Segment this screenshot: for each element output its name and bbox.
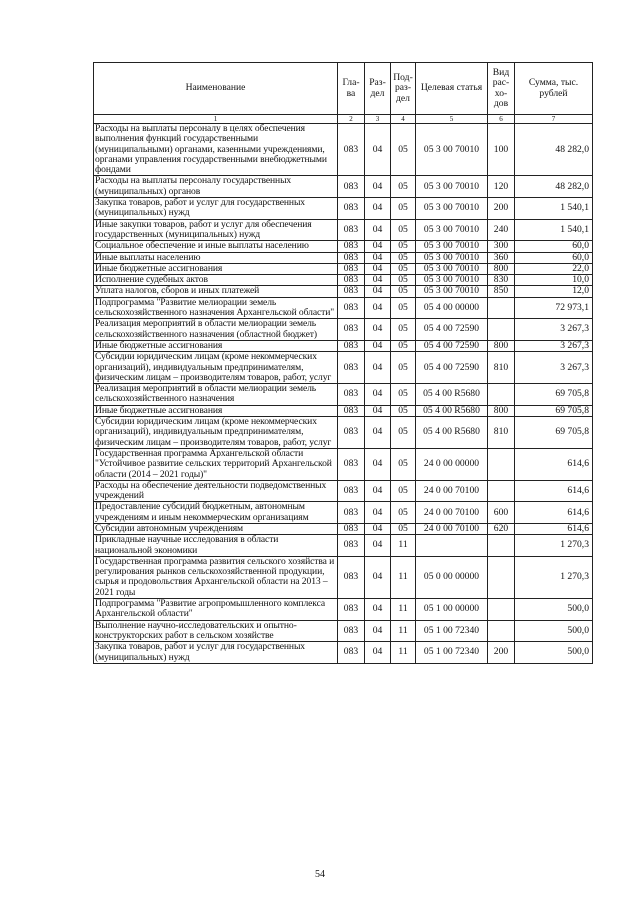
cell-razdel: 04 (365, 198, 391, 220)
cell-podrazdel: 05 (391, 448, 416, 480)
cell-sum: 60,0 (515, 241, 593, 252)
cell-name: Социальное обеспечение и иные выплаты населению (94, 241, 338, 252)
cell-expense-type: 600 (488, 502, 515, 524)
cell-podrazdel: 05 (391, 297, 416, 319)
cell-razdel: 04 (365, 642, 391, 664)
cell-glava: 083 (338, 384, 365, 406)
table-row (94, 642, 593, 664)
table-row (94, 620, 593, 642)
table-row (94, 219, 593, 241)
budget-table (93, 62, 593, 664)
table-row (94, 448, 593, 480)
cell-podrazdel: 05 (391, 405, 416, 416)
cell-target-article: 05 4 00 72590 (416, 319, 488, 341)
cell-sum: 3 267,3 (515, 319, 593, 341)
cell-target-article: 05 4 00 R5680 (416, 405, 488, 416)
cell-podrazdel: 11 (391, 535, 416, 557)
cell-podrazdel: 05 (391, 219, 416, 241)
cell-sum: 3 267,3 (515, 352, 593, 384)
cell-glava: 083 (338, 599, 365, 621)
cell-razdel: 04 (365, 599, 391, 621)
table-row (94, 124, 593, 176)
cell-razdel: 04 (365, 480, 391, 502)
cell-glava: 083 (338, 340, 365, 351)
table-row (94, 384, 593, 406)
cell-glava: 083 (338, 219, 365, 241)
cell-razdel: 04 (365, 523, 391, 534)
cell-target-article: 05 3 00 70010 (416, 241, 488, 252)
cell-name: Предоставление субсидий бюджетным, автономным учреждениям и иным некоммерческим организациям (94, 502, 338, 524)
cell-expense-type (488, 480, 515, 502)
cell-podrazdel: 05 (391, 384, 416, 406)
table-row (94, 176, 593, 198)
column-number: 7 (515, 115, 593, 124)
cell-sum: 69 705,8 (515, 384, 593, 406)
cell-expense-type: 810 (488, 352, 515, 384)
header-podrazdel: Под-раз-дел (391, 63, 416, 115)
cell-razdel: 04 (365, 384, 391, 406)
cell-target-article: 05 4 00 R5680 (416, 384, 488, 406)
cell-expense-type: 120 (488, 176, 515, 198)
cell-sum: 1 270,3 (515, 535, 593, 557)
cell-podrazdel: 05 (391, 480, 416, 502)
cell-glava: 083 (338, 263, 365, 274)
cell-expense-type: 200 (488, 642, 515, 664)
cell-name: Исполнение судебных актов (94, 275, 338, 286)
table-row (94, 297, 593, 319)
cell-podrazdel: 05 (391, 275, 416, 286)
cell-sum: 48 282,0 (515, 176, 593, 198)
cell-name: Реализация мероприятий в области мелиорации земель сельскохозяйственного назначения (94, 384, 338, 406)
cell-razdel: 04 (365, 286, 391, 297)
cell-sum: 60,0 (515, 252, 593, 263)
cell-razdel: 04 (365, 176, 391, 198)
cell-glava: 083 (338, 275, 365, 286)
cell-glava: 083 (338, 535, 365, 557)
cell-name: Субсидии автономным учреждениям (94, 523, 338, 534)
cell-glava: 083 (338, 352, 365, 384)
cell-podrazdel: 05 (391, 286, 416, 297)
cell-podrazdel: 05 (391, 417, 416, 449)
cell-razdel: 04 (365, 124, 391, 176)
cell-target-article: 05 3 00 70010 (416, 286, 488, 297)
cell-sum: 614,6 (515, 523, 593, 534)
cell-glava: 083 (338, 241, 365, 252)
cell-podrazdel: 05 (391, 198, 416, 220)
cell-razdel: 04 (365, 297, 391, 319)
cell-expense-type: 360 (488, 252, 515, 263)
cell-razdel: 04 (365, 620, 391, 642)
cell-sum: 614,6 (515, 448, 593, 480)
cell-podrazdel: 05 (391, 263, 416, 274)
cell-name: Иные бюджетные ассигнования (94, 263, 338, 274)
cell-glava: 083 (338, 286, 365, 297)
cell-expense-type: 100 (488, 124, 515, 176)
cell-podrazdel: 05 (391, 176, 416, 198)
cell-razdel: 04 (365, 263, 391, 274)
cell-glava: 083 (338, 480, 365, 502)
cell-sum: 1 270,3 (515, 556, 593, 598)
cell-expense-type: 800 (488, 263, 515, 274)
table-body (94, 124, 593, 664)
cell-glava: 083 (338, 252, 365, 263)
cell-name: Уплата налогов, сборов и иных платежей (94, 286, 338, 297)
cell-podrazdel: 05 (391, 241, 416, 252)
cell-name: Иные бюджетные ассигнования (94, 405, 338, 416)
cell-sum: 10,0 (515, 275, 593, 286)
table-row (94, 405, 593, 416)
column-number: 5 (416, 115, 488, 124)
cell-target-article: 05 3 00 70010 (416, 198, 488, 220)
table-row (94, 286, 593, 297)
cell-glava: 083 (338, 417, 365, 449)
table-row (94, 263, 593, 274)
cell-razdel: 04 (365, 535, 391, 557)
cell-podrazdel: 05 (391, 319, 416, 341)
cell-target-article: 05 3 00 70010 (416, 275, 488, 286)
cell-razdel: 04 (365, 502, 391, 524)
table-row (94, 198, 593, 220)
cell-name: Государственная программа развития сельского хозяйства и регулирования рынков сельскохозяйственной продукции, сырья и продовольствия Архангельской области на 2013 – 2021 годы (94, 556, 338, 598)
cell-sum: 22,0 (515, 263, 593, 274)
cell-target-article: 05 1 00 72340 (416, 642, 488, 664)
header-name: Наименование (94, 63, 338, 115)
cell-sum: 72 973,1 (515, 297, 593, 319)
cell-glava: 083 (338, 319, 365, 341)
column-number: 4 (391, 115, 416, 124)
table-row (94, 252, 593, 263)
cell-expense-type (488, 535, 515, 557)
cell-name: Закупка товаров, работ и услуг для государственных (муниципальных) нужд (94, 198, 338, 220)
cell-name: Прикладные научные исследования в области национальной экономики (94, 535, 338, 557)
cell-podrazdel: 05 (391, 124, 416, 176)
table-row (94, 241, 593, 252)
cell-sum: 614,6 (515, 480, 593, 502)
header-razdel: Раз-дел (365, 63, 391, 115)
cell-target-article: 05 4 00 00000 (416, 297, 488, 319)
cell-expense-type (488, 384, 515, 406)
cell-target-article: 05 0 00 00000 (416, 556, 488, 598)
cell-name: Субсидии юридическим лицам (кроме некоммерческих организаций), индивидуальным предпринимателям, физическим лицам – производителям товаров, работ, услуг (94, 352, 338, 384)
cell-sum: 1 540,1 (515, 198, 593, 220)
cell-name: Реализация мероприятий в области мелиорации земель сельскохозяйственного назначения (областной бюджет) (94, 319, 338, 341)
cell-target-article: 05 3 00 70010 (416, 176, 488, 198)
cell-target-article: 05 1 00 00000 (416, 599, 488, 621)
cell-glava: 083 (338, 176, 365, 198)
cell-glava: 083 (338, 556, 365, 598)
cell-expense-type: 830 (488, 275, 515, 286)
cell-name: Государственная программа Архангельской области "Устойчивое развитие сельских территорий Архангельской области (2014 – 2021 годы)" (94, 448, 338, 480)
cell-target-article (416, 535, 488, 557)
table-row (94, 599, 593, 621)
column-number: 1 (94, 115, 338, 124)
table-row (94, 417, 593, 449)
table-row (94, 480, 593, 502)
cell-glava: 083 (338, 642, 365, 664)
cell-razdel: 04 (365, 219, 391, 241)
cell-glava: 083 (338, 124, 365, 176)
cell-glava: 083 (338, 523, 365, 534)
table-row (94, 502, 593, 524)
cell-sum: 69 705,8 (515, 405, 593, 416)
cell-podrazdel: 05 (391, 252, 416, 263)
cell-podrazdel: 05 (391, 523, 416, 534)
cell-razdel: 04 (365, 241, 391, 252)
table-row (94, 523, 593, 534)
cell-expense-type: 850 (488, 286, 515, 297)
table-row (94, 352, 593, 384)
cell-name: Расходы на обеспечение деятельности подведомственных учреждений (94, 480, 338, 502)
cell-name: Иные закупки товаров, работ и услуг для обеспечения государственных (муниципальных) нужд (94, 219, 338, 241)
column-number: 3 (365, 115, 391, 124)
cell-sum: 500,0 (515, 599, 593, 621)
cell-podrazdel: 05 (391, 502, 416, 524)
cell-name: Подпрограмма "Развитие мелиорации земель сельскохозяйственного назначения Архангельской области" (94, 297, 338, 319)
cell-podrazdel: 05 (391, 340, 416, 351)
column-number: 2 (338, 115, 365, 124)
cell-expense-type: 200 (488, 198, 515, 220)
cell-target-article: 05 3 00 70010 (416, 252, 488, 263)
cell-name: Подпрограмма "Развитие агропромышленного комплекса Архангельской области" (94, 599, 338, 621)
cell-glava: 083 (338, 405, 365, 416)
cell-glava: 083 (338, 297, 365, 319)
cell-podrazdel: 11 (391, 599, 416, 621)
cell-expense-type: 800 (488, 405, 515, 416)
cell-expense-type (488, 556, 515, 598)
cell-target-article: 24 0 00 70100 (416, 502, 488, 524)
cell-razdel: 04 (365, 252, 391, 263)
header-target: Целевая статья (416, 63, 488, 115)
cell-expense-type: 800 (488, 340, 515, 351)
table-row (94, 319, 593, 341)
cell-glava: 083 (338, 620, 365, 642)
cell-glava: 083 (338, 448, 365, 480)
cell-name: Выполнение научно-исследовательских и опытно-конструкторских работ в сельском хозяйстве (94, 620, 338, 642)
cell-sum: 69 705,8 (515, 417, 593, 449)
cell-glava: 083 (338, 198, 365, 220)
cell-podrazdel: 11 (391, 620, 416, 642)
cell-sum: 48 282,0 (515, 124, 593, 176)
cell-glava: 083 (338, 502, 365, 524)
page-number: 54 (315, 869, 325, 880)
cell-sum: 614,6 (515, 502, 593, 524)
table-row (94, 556, 593, 598)
cell-expense-type (488, 297, 515, 319)
cell-expense-type: 300 (488, 241, 515, 252)
cell-target-article: 05 4 00 R5680 (416, 417, 488, 449)
cell-target-article: 05 3 00 70010 (416, 263, 488, 274)
cell-expense-type: 240 (488, 219, 515, 241)
cell-sum: 3 267,3 (515, 340, 593, 351)
cell-razdel: 04 (365, 319, 391, 341)
header-glava: Гла-ва (338, 63, 365, 115)
cell-sum: 500,0 (515, 620, 593, 642)
cell-target-article: 05 4 00 72590 (416, 340, 488, 351)
cell-expense-type (488, 319, 515, 341)
cell-name: Расходы на выплаты персоналу государственных (муниципальных) органов (94, 176, 338, 198)
cell-target-article: 05 3 00 70010 (416, 124, 488, 176)
table-header-row (94, 63, 593, 115)
cell-target-article: 24 0 00 70100 (416, 523, 488, 534)
cell-target-article: 24 0 00 70100 (416, 480, 488, 502)
cell-podrazdel: 11 (391, 642, 416, 664)
cell-razdel: 04 (365, 352, 391, 384)
cell-expense-type (488, 599, 515, 621)
cell-name: Закупка товаров, работ и услуг для государственных (муниципальных) нужд (94, 642, 338, 664)
column-number: 6 (488, 115, 515, 124)
header-vid: Вид рас-хо-дов (488, 63, 515, 115)
cell-sum: 500,0 (515, 642, 593, 664)
cell-name: Иные выплаты населению (94, 252, 338, 263)
cell-sum: 12,0 (515, 286, 593, 297)
cell-target-article: 05 3 00 70010 (416, 219, 488, 241)
cell-name: Расходы на выплаты персоналу в целях обеспечения выполнения функций государственными (муниципальными) органами, казенными учреждениями, органами управления государственными внебюджетными фондами (94, 124, 338, 176)
cell-razdel: 04 (365, 556, 391, 598)
cell-name: Субсидии юридическим лицам (кроме некоммерческих организаций), индивидуальным предпринимателям, физическим лицам – производителям товаров, работ, услуг (94, 417, 338, 449)
table-row (94, 275, 593, 286)
cell-expense-type: 810 (488, 417, 515, 449)
cell-target-article: 24 0 00 00000 (416, 448, 488, 480)
table-row (94, 535, 593, 557)
cell-name: Иные бюджетные ассигнования (94, 340, 338, 351)
table-row (94, 340, 593, 351)
cell-razdel: 04 (365, 417, 391, 449)
cell-sum: 1 540,1 (515, 219, 593, 241)
cell-podrazdel: 11 (391, 556, 416, 598)
cell-target-article: 05 4 00 72590 (416, 352, 488, 384)
cell-razdel: 04 (365, 405, 391, 416)
cell-razdel: 04 (365, 448, 391, 480)
cell-razdel: 04 (365, 275, 391, 286)
cell-podrazdel: 05 (391, 352, 416, 384)
cell-target-article: 05 1 00 72340 (416, 620, 488, 642)
cell-expense-type (488, 448, 515, 480)
cell-expense-type (488, 620, 515, 642)
header-sum: Сумма, тыс. рублей (515, 63, 593, 115)
cell-expense-type: 620 (488, 523, 515, 534)
cell-razdel: 04 (365, 340, 391, 351)
